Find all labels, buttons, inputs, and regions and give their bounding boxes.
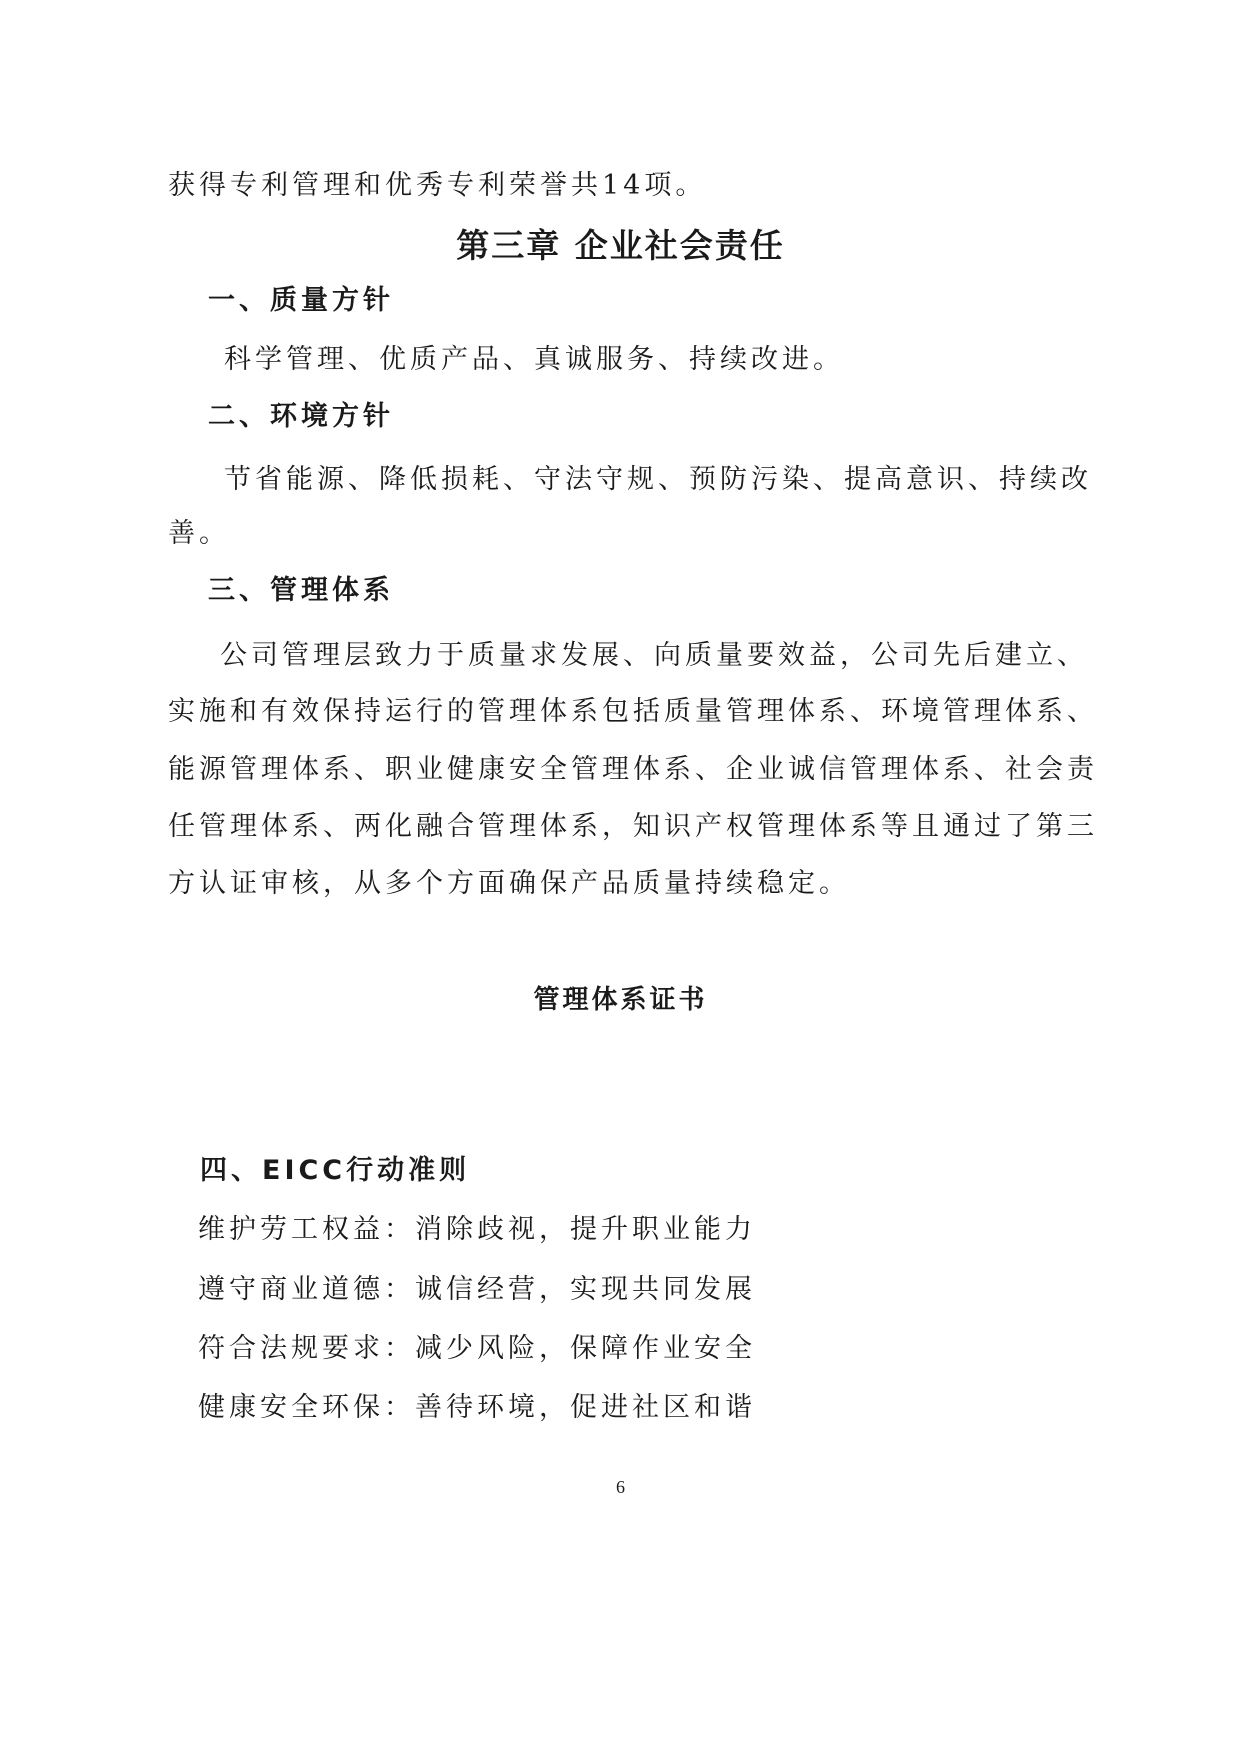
certificate-caption: 管理体系证书 [533,985,708,1015]
management-system-line: 能源管理体系、职业健康安全管理体系、企业诚信管理体系、社会责 [168,754,1098,785]
page-number: 6 [616,1477,625,1497]
eicc-item: 遵守商业道德：诚信经营，实现共同发展 [198,1274,756,1305]
management-system-line: 方认证审核，从多个方面确保产品质量持续稳定。 [168,868,850,899]
section-heading-management-system: 三、管理体系 [208,575,394,606]
environment-policy-line: 节省能源、降低损耗、守法守规、预防污染、提高意识、持续改 [224,464,1092,495]
management-system-line: 公司管理层致力于质量求发展、向质量要效益，公司先后建立、 [220,640,1088,671]
section-heading-quality-policy: 一、质量方针 [208,285,394,316]
section-heading-eicc-code: 四、EICC行动准则 [200,1155,471,1186]
eicc-item: 符合法规要求：减少风险，保障作业安全 [198,1333,756,1364]
chapter-title: 第三章 企业社会责任 [456,226,785,265]
section-heading-environment-policy: 二、环境方针 [208,401,394,432]
previous-paragraph-end: 获得专利管理和优秀专利荣誉共14项。 [168,170,707,201]
eicc-item: 维护劳工权益：消除歧视，提升职业能力 [198,1214,756,1245]
management-system-line: 实施和有效保持运行的管理体系包括质量管理体系、环境管理体系、 [168,696,1098,727]
quality-policy-text: 科学管理、优质产品、真诚服务、持续改进。 [224,344,844,375]
environment-policy-line: 善。 [168,518,230,549]
management-system-line: 任管理体系、两化融合管理体系，知识产权管理体系等且通过了第三 [168,811,1098,842]
eicc-item: 健康安全环保：善待环境，促进社区和谐 [198,1392,756,1423]
